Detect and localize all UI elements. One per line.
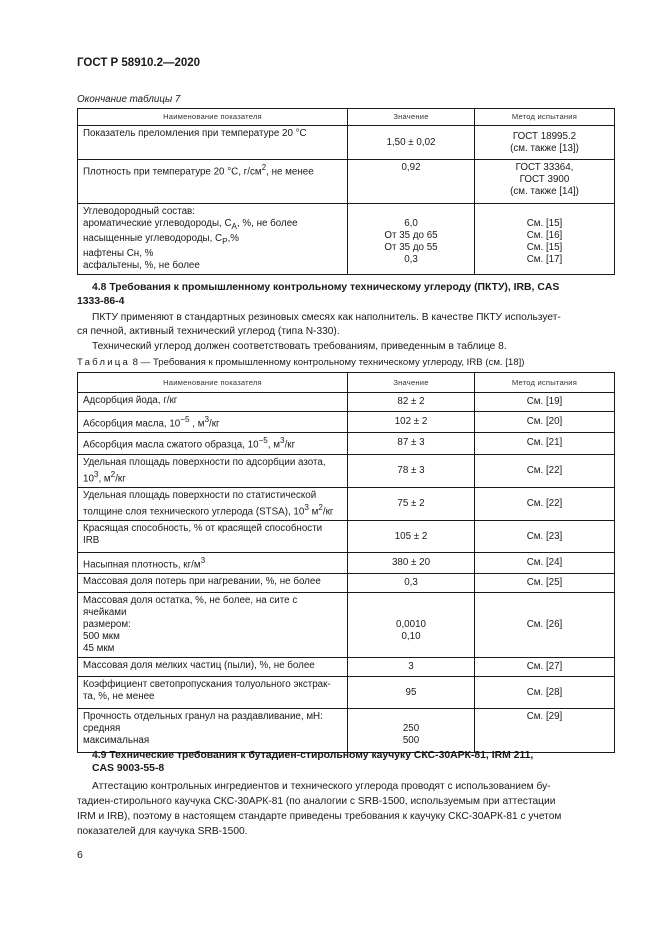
table-7 bbox=[77, 108, 615, 275]
param-value: 3 bbox=[348, 658, 475, 677]
param-value bbox=[348, 709, 475, 753]
caption-prefix: Таблица bbox=[77, 357, 131, 368]
param-name bbox=[78, 521, 348, 553]
column-header-name: Наименование показателя bbox=[78, 373, 348, 393]
method-line: ГОСТ 33364, bbox=[515, 162, 574, 173]
param-name: Массовая доля мелких частиц (пыли), %, не более bbox=[78, 658, 348, 677]
composition-item bbox=[83, 233, 342, 248]
composition-item: нафтены Сн, % bbox=[83, 247, 154, 259]
caption-text: 8 — Требования к промышленному контрольному техническому углероду, IRB (см. [18]) bbox=[130, 357, 525, 368]
composition-item bbox=[83, 218, 342, 233]
table-row bbox=[78, 521, 615, 553]
heading-line: 1333-86-4 bbox=[77, 296, 125, 307]
param-method: См. [23] bbox=[475, 521, 615, 553]
text: , %, не более bbox=[236, 218, 298, 229]
value-line: 250 bbox=[402, 723, 420, 735]
name-line: Коэффициент светопропускания толуольного экстрак- bbox=[83, 679, 331, 691]
param-name bbox=[78, 593, 348, 658]
param-name bbox=[78, 487, 348, 520]
superscript: 3 bbox=[280, 436, 285, 446]
method-line: (см. также [14]) bbox=[510, 186, 579, 197]
column-header-method: Метод испытания bbox=[475, 109, 615, 126]
superscript: 3 bbox=[200, 556, 206, 566]
param-method: См. [28] bbox=[475, 677, 615, 709]
table8-caption bbox=[77, 357, 524, 368]
column-header-method: Метод испытания bbox=[475, 373, 615, 393]
text: ароматические углеводороды, С bbox=[83, 218, 232, 229]
heading-line: CAS 9003-55-8 bbox=[92, 763, 165, 774]
text: Насыпная плотность, кг/м bbox=[83, 559, 201, 571]
text: Абсорбция масла сжатого образца, 10 bbox=[83, 439, 259, 451]
param-method: См. [24] bbox=[475, 553, 615, 574]
text: Абсорбция масла, 10 bbox=[83, 418, 181, 430]
text: Плотность при температуре 20 °С, г/см bbox=[83, 166, 262, 178]
param-name bbox=[78, 433, 348, 454]
table-row bbox=[78, 204, 615, 275]
superscript: 3 bbox=[204, 415, 210, 424]
method-line: (см. также [13]) bbox=[510, 142, 579, 154]
param-name bbox=[78, 677, 348, 709]
text: , м bbox=[98, 472, 111, 484]
composition-item: асфальтены, %, не более bbox=[83, 259, 200, 271]
superscript: 3 bbox=[93, 469, 99, 479]
table-row bbox=[78, 574, 615, 593]
text: 10 bbox=[83, 472, 94, 484]
table-header-row bbox=[78, 373, 615, 393]
table-row bbox=[78, 553, 615, 574]
table-row bbox=[78, 126, 615, 160]
table-row bbox=[78, 412, 615, 433]
method-line: См. [16] bbox=[526, 230, 563, 241]
name-line bbox=[83, 502, 342, 518]
text: /кг bbox=[284, 439, 296, 451]
superscript: 2 bbox=[318, 502, 323, 512]
text: толщине слоя технического углерода (STSA), 10 bbox=[83, 506, 305, 518]
method-line: См. [15] bbox=[526, 218, 563, 229]
param-value: 102 ± 2 bbox=[348, 412, 475, 433]
param-method: См. [22] bbox=[475, 487, 615, 520]
param-value: 87 ± 3 bbox=[348, 433, 475, 454]
method-line: ГОСТ 18995.2 bbox=[512, 130, 577, 142]
param-method: См. [27] bbox=[475, 658, 615, 677]
table-row bbox=[78, 658, 615, 677]
param-name: Адсорбция йода, г/кг bbox=[78, 393, 348, 412]
param-value: 75 ± 2 bbox=[348, 487, 475, 520]
name-line: Удельная площадь поверхности по адсорбции азота, bbox=[83, 456, 326, 468]
section-4-8-heading bbox=[92, 281, 614, 294]
method-line: ГОСТ 3900 bbox=[519, 174, 570, 185]
name-line: Красящая способность, % от красящей способности bbox=[83, 523, 323, 535]
table-row bbox=[78, 433, 615, 454]
composition-title: Углеводородный состав: bbox=[83, 206, 195, 217]
value-line: 0,0010 bbox=[396, 619, 426, 631]
value-line: 0,3 bbox=[404, 254, 418, 265]
text: /кг bbox=[115, 472, 126, 484]
name-line: Удельная площадь поверхности по статистической bbox=[83, 489, 317, 501]
param-value: 82 ± 2 bbox=[348, 393, 475, 412]
param-name bbox=[78, 553, 348, 574]
column-header-name: Наименование показателя bbox=[78, 109, 348, 126]
paragraph-line: IRM и IRB), поэтому в настоящем стандарте приведены требования к каучуку СКС-30АРК-81 с учетом bbox=[77, 811, 562, 822]
name-line: максимальная bbox=[83, 735, 150, 747]
value-line: От 35 до 65 bbox=[384, 230, 438, 241]
value-line: 6,0 bbox=[404, 218, 418, 229]
method-line: См. [17] bbox=[526, 254, 563, 265]
param-name: Массовая доля потерь при нагревании, %, не более bbox=[78, 574, 348, 593]
table-row bbox=[78, 709, 615, 753]
table-row bbox=[78, 487, 615, 520]
param-method: См. [19] bbox=[475, 393, 615, 412]
param-value bbox=[348, 593, 475, 658]
param-method bbox=[475, 709, 615, 753]
name-line: Массовая доля остатка, %, не более, на сите с ячейками bbox=[83, 595, 298, 619]
text: насыщенные углеводороды, С bbox=[83, 232, 223, 244]
param-name bbox=[78, 412, 348, 433]
text: , не менее bbox=[266, 166, 314, 178]
name-line: средняя bbox=[83, 723, 121, 735]
param-method: См. [25] bbox=[475, 574, 615, 593]
document-header: ГОСТ Р 58910.2—2020 bbox=[77, 57, 201, 69]
paragraph-line: ся печной, активный технический углерод (типа N-330). bbox=[77, 326, 340, 337]
column-header-value: Значение bbox=[348, 373, 475, 393]
superscript: −5 bbox=[258, 436, 268, 446]
name-line: та, %, не менее bbox=[83, 691, 155, 703]
param-value: 105 ± 2 bbox=[348, 521, 475, 553]
name-line bbox=[83, 469, 342, 485]
name-line: размером: bbox=[83, 619, 131, 631]
param-value: 380 ± 20 bbox=[348, 553, 475, 574]
table7-caption: Окончание таблицы 7 bbox=[77, 94, 181, 105]
text: /кг bbox=[209, 418, 220, 430]
superscript: −5 bbox=[180, 415, 190, 424]
value-line: 500 bbox=[402, 735, 420, 747]
param-name bbox=[78, 454, 348, 487]
heading-line: 4.8 Требования к промышленному контрольному техническому углероду (ПКТУ), IRB, CAS bbox=[92, 282, 560, 293]
paragraph-line: Технический углерод должен соответствовать требованиям, приведенным в таблице 8. bbox=[92, 341, 507, 352]
table-row bbox=[78, 677, 615, 709]
param-value: 1,50 ± 0,02 bbox=[348, 126, 475, 160]
method-line: См. [29] bbox=[526, 711, 563, 723]
value-line: 0,10 bbox=[401, 631, 421, 643]
name-line: Прочность отдельных гранул на раздавливание, мН: bbox=[83, 711, 323, 723]
param-value: 0,3 bbox=[348, 574, 475, 593]
text: , м bbox=[267, 439, 281, 451]
param-name bbox=[78, 160, 348, 204]
method-line: См. [15] bbox=[526, 242, 563, 253]
param-method: См. [22] bbox=[475, 454, 615, 487]
paragraph-line: ПКТУ применяют в стандартных резиновых смесях как наполнитель. В качестве ПКТУ использует- bbox=[92, 312, 561, 323]
column-header-value: Значение bbox=[348, 109, 475, 126]
name-line: 500 мкм bbox=[83, 631, 120, 643]
table-header-row bbox=[78, 109, 615, 126]
paragraph-line: показателей для каучука SRB-1500. bbox=[77, 826, 248, 837]
paragraph-line: тадиен-стирольного каучука СКС-30АРК-81 (по аналогии с SRB-1500, используемым при аттестации bbox=[77, 796, 556, 807]
param-method: См. [26] bbox=[475, 593, 615, 658]
text: ,% bbox=[227, 232, 239, 244]
table-row bbox=[78, 593, 615, 658]
table-row bbox=[78, 393, 615, 412]
param-method bbox=[475, 126, 615, 160]
table-row bbox=[78, 454, 615, 487]
subscript: А bbox=[231, 221, 237, 231]
heading-line: 4.9 Технические требования к бутадиен-стирольному каучуку СКС-30АРК-81, IRM 211, bbox=[92, 750, 534, 761]
param-method bbox=[475, 204, 615, 275]
superscript: 2 bbox=[261, 163, 267, 172]
param-method bbox=[475, 160, 615, 204]
param-name: Показатель преломления при температуре 20 °С bbox=[78, 126, 348, 160]
name-line: 45 мкм bbox=[83, 643, 115, 655]
value-line: От 35 до 55 bbox=[384, 242, 438, 253]
text: м bbox=[308, 506, 319, 518]
param-value bbox=[348, 204, 475, 275]
param-name bbox=[78, 204, 348, 275]
param-method: См. [20] bbox=[475, 412, 615, 433]
superscript: 2 bbox=[110, 469, 116, 479]
param-value: 78 ± 3 bbox=[348, 454, 475, 487]
table-row bbox=[78, 160, 615, 204]
table-8 bbox=[77, 372, 615, 753]
subscript: Р bbox=[222, 236, 228, 246]
param-name bbox=[78, 709, 348, 753]
text: , м bbox=[189, 418, 205, 430]
page-number: 6 bbox=[77, 849, 83, 861]
param-method: См. [21] bbox=[475, 433, 615, 454]
param-value: 95 bbox=[348, 677, 475, 709]
paragraph-line: Аттестацию контрольных ингредиентов и технического углерода проводят с использованием бу- bbox=[92, 781, 551, 792]
param-value: 0,92 bbox=[348, 160, 475, 204]
superscript: 3 bbox=[304, 502, 309, 512]
text: /кг bbox=[322, 506, 334, 518]
name-line: IRB bbox=[83, 535, 100, 547]
